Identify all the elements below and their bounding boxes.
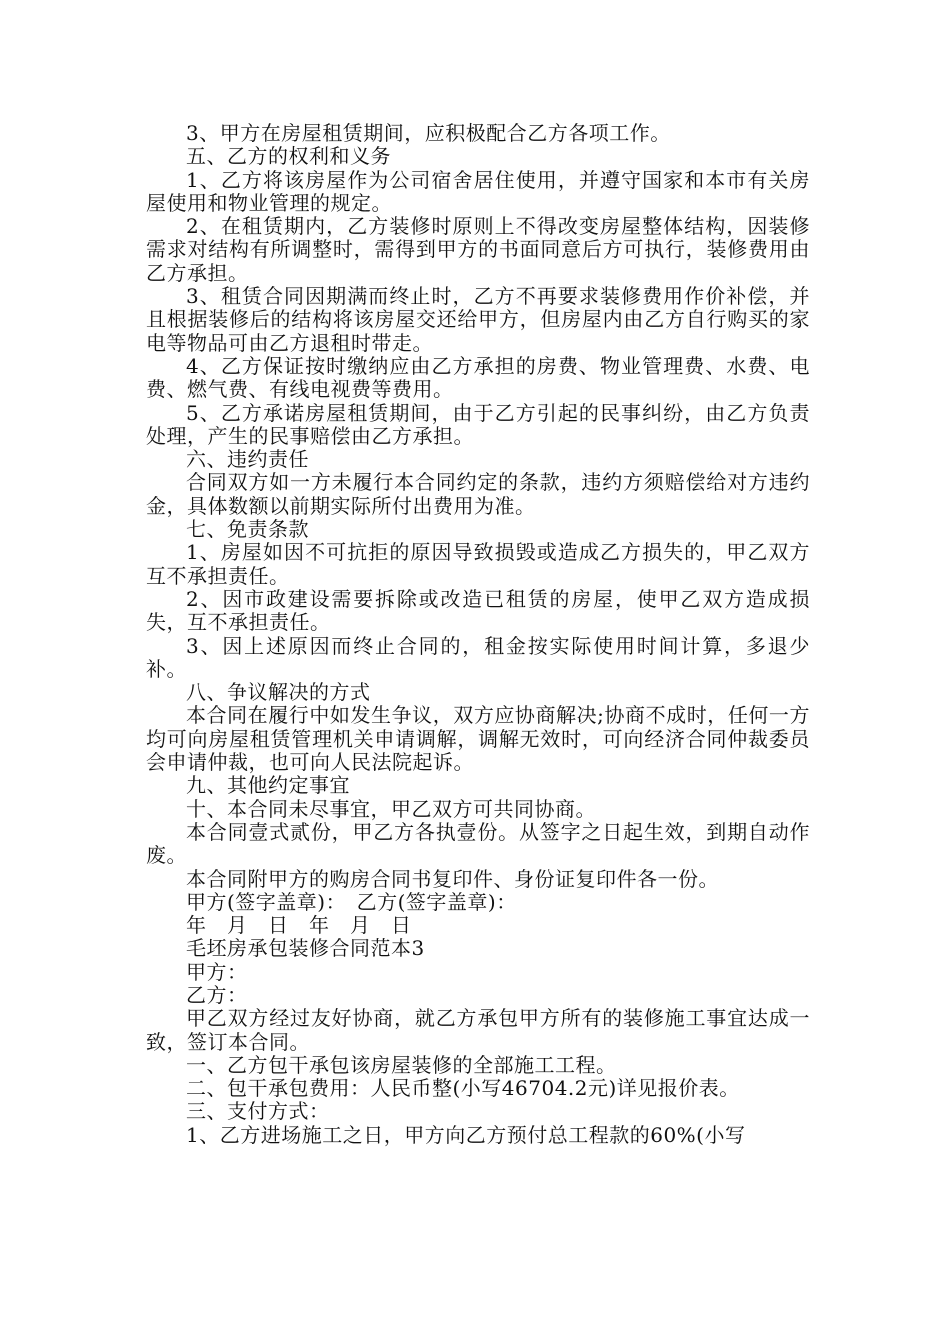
paragraph: 1、房屋如因不可抗拒的原因导致损毁或造成乙方损失的，甲乙双方互不承担责任。 (146, 540, 810, 588)
paragraph: 3、租赁合同因期满而终止时，乙方不再要求装修费用作价补偿，并且根据装修后的结构将该房屋交还给甲方，但房屋内由乙方自行购买的家电等物品可由乙方退租时带走。 (146, 284, 810, 355)
paragraph: 合同双方如一方未履行本合同约定的条款，违约方须赔偿给对方违约金，具体数额以前期实际所付出费用为准。 (146, 470, 810, 518)
paragraph: 3、因上述原因而终止合同的，租金按实际使用时间计算，多退少补。 (146, 633, 810, 681)
section-heading: 三、支付方式： (186, 1099, 330, 1124)
document-body (146, 122, 810, 1147)
paragraph: 1、乙方将该房屋作为公司宿舍居住使用，并遵守国家和本市有关房屋使用和物业管理的规定。 (146, 167, 810, 215)
party-b-line: 乙方： (186, 982, 248, 1007)
paragraph: 2、在租赁期内，乙方装修时原则上不得改变房屋整体结构，因装修需求对结构有所调整时，需得到甲方的书面同意后方可执行，装修费用由乙方承担。 (146, 214, 810, 285)
paragraph: 十、本合同未尽事宜，甲乙双方可共同协商。 (186, 796, 596, 821)
section-heading: 九、其他约定事宜 (186, 773, 350, 798)
signature-line: 甲方(签字盖章)： 乙方(签字盖章)： (186, 889, 517, 914)
section-heading: 七、免责条款 (186, 517, 309, 542)
paragraph: 5、乙方承诺房屋租赁期间，由于乙方引起的民事纠纷，由乙方负责处理，产生的民事赔偿由乙方承担。 (146, 400, 810, 448)
paragraph: 2、因市政建设需要拆除或改造已租赁的房屋，使甲乙双方造成损失，互不承担责任。 (146, 586, 810, 635)
paragraph: 本合同附甲方的购房合同书复印件、身份证复印件各一份。 (186, 866, 719, 891)
section-heading: 五、乙方的权利和义务 (186, 144, 391, 169)
section-heading: 八、争议解决的方式 (186, 680, 371, 705)
paragraph: 甲乙双方经过友好协商，就乙方承包甲方所有的装修施工事宜达成一致，签订本合同。 (146, 1006, 810, 1054)
paragraph: 4、乙方保证按时缴纳应由乙方承担的房费、物业管理费、水费、电费、燃气费、有线电视费等费用。 (146, 353, 810, 402)
paragraph: 1、乙方进场施工之日，甲方向乙方预付总工程款的60%(小写 (186, 1122, 746, 1147)
contract-title: 毛坯房承包装修合同范本3 (186, 936, 425, 961)
date-line: 年 月 日 年 月 日 (186, 913, 412, 938)
paragraph: 本合同在履行中如发生争议，双方应协商解决;协商不成时，任何一方均可向房屋租赁管理机关申请调解，调解无效时，可向经济合同仲裁委员会申请仲裁，也可向人民法院起诉。 (146, 703, 810, 775)
paragraph: 3、甲方在房屋租赁期间，应积极配合乙方各项工作。 (186, 121, 671, 145)
party-a-line: 甲方： (186, 959, 248, 984)
section-heading: 六、违约责任 (186, 447, 309, 472)
paragraph: 二、包干承包费用：人民币整(小写46704.2元)详见报价表。 (186, 1076, 740, 1101)
paragraph: 一、乙方包干承包该房屋装修的全部施工工程。 (186, 1052, 617, 1077)
paragraph: 本合同壹式贰份，甲乙方各执壹份。从签字之日起生效，到期自动作废。 (146, 819, 810, 868)
